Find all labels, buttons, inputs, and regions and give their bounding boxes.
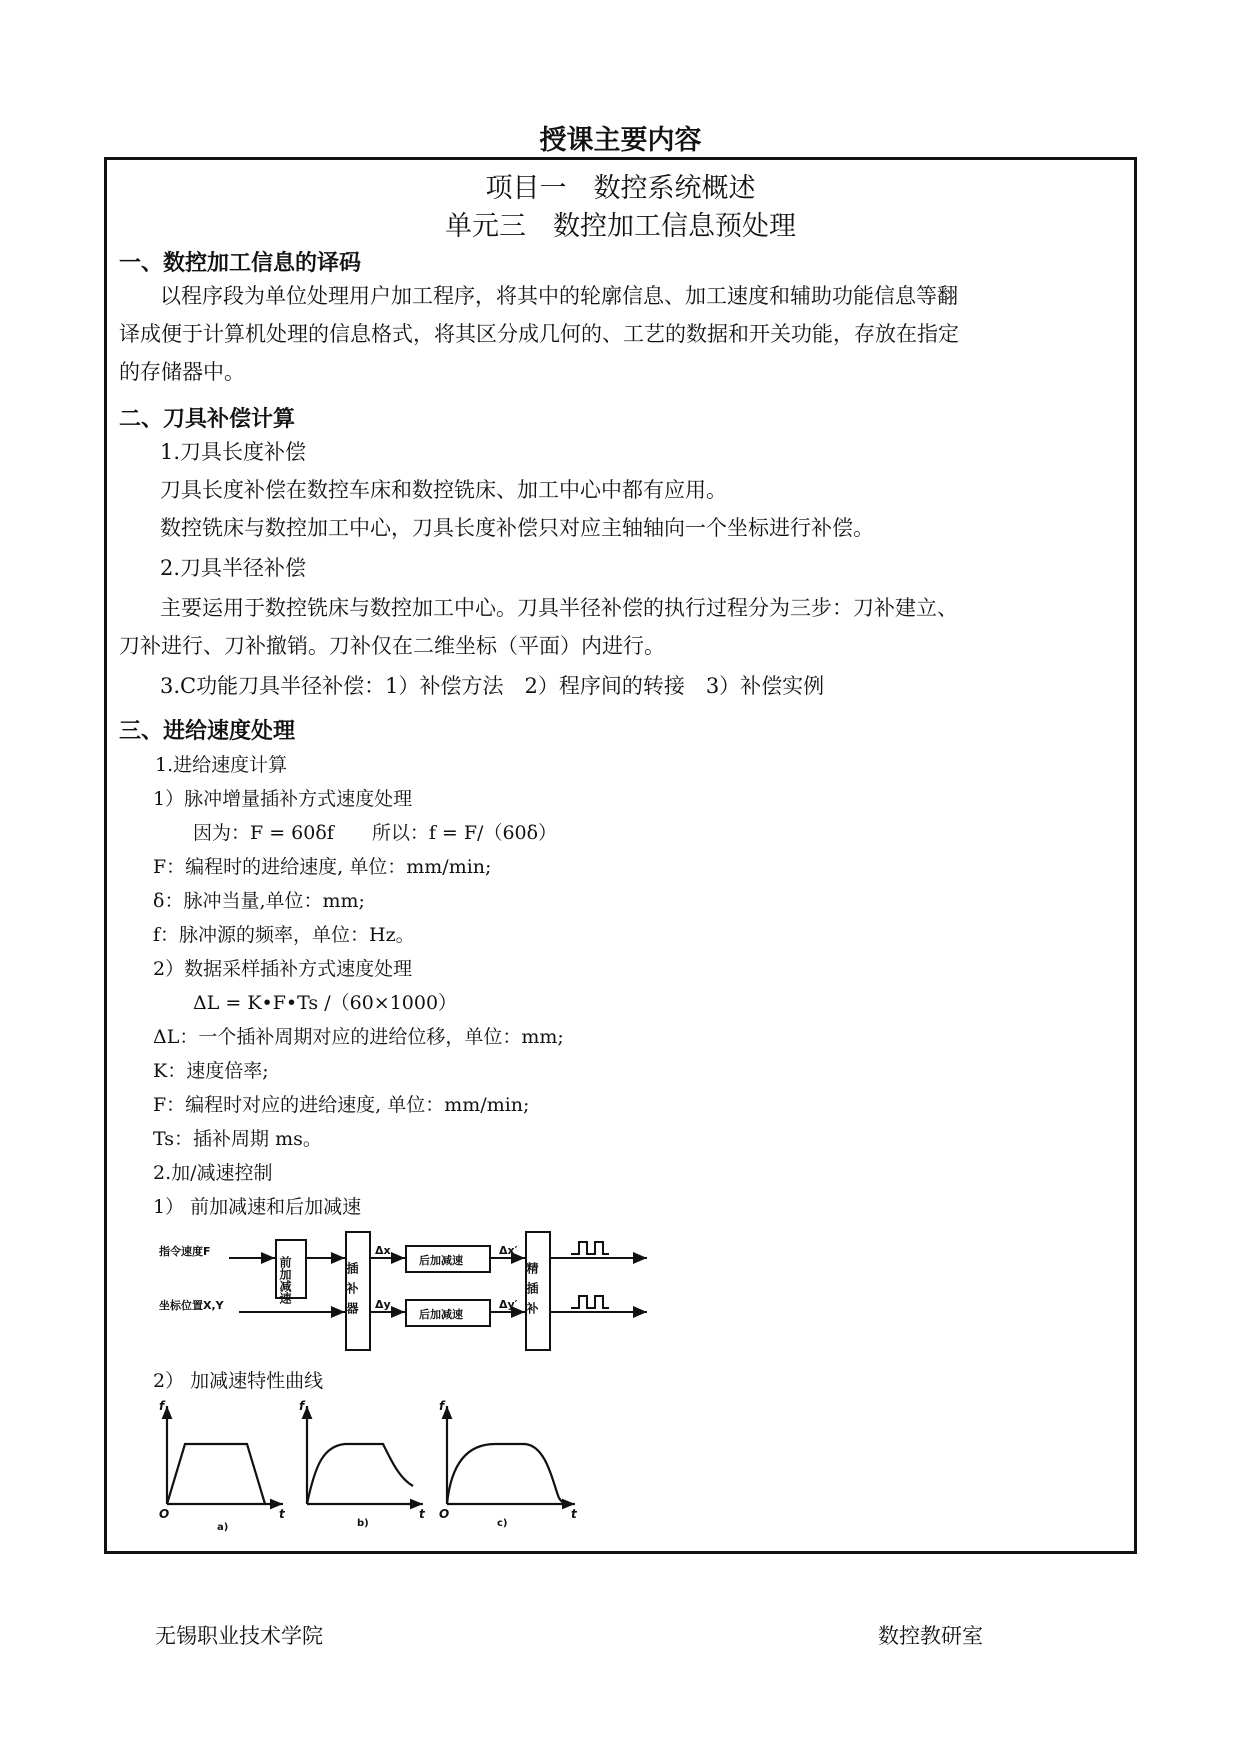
pre-accel-block: 前加减速	[278, 1256, 292, 1304]
section1-heading: 一、数控加工信息的译码	[119, 251, 362, 276]
text-line: ΔL：一个插补周期对应的进给位移，单位：mm;	[153, 1026, 564, 1048]
footer-department: 数控教研室	[878, 1624, 983, 1648]
text-line: 1） 前加减速和后加减速	[153, 1196, 362, 1218]
curve-a-label: a)	[217, 1522, 229, 1533]
section1-line: 以程序段为单位处理用户加工程序，将其中的轮廓信息、加工速度和辅助功能信息等翻	[160, 284, 958, 308]
dx2-label: Δx′	[499, 1244, 518, 1257]
section1-line: 译成便于计算机处理的信息格式，将其区分成几何的、工艺的数据和开关功能，存放在指定	[119, 322, 959, 346]
input-speed-label: 指令速度F	[159, 1245, 211, 1258]
content-frame	[104, 157, 1137, 1554]
fine-interp-block: 精插补	[525, 1262, 539, 1322]
text-line: δ：脉冲当量,单位：mm;	[153, 890, 365, 912]
dy2-label: Δy′	[499, 1298, 518, 1311]
section1-line: 的存储器中。	[119, 360, 245, 384]
unit-title: 单元三 数控加工信息预处理	[445, 211, 796, 242]
project-title: 项目一 数控系统概述	[485, 173, 756, 204]
formula-line: 因为：F = 60δf 所以：f = F/（60δ）	[193, 822, 558, 844]
post-accel-block-1: 后加减速	[419, 1254, 463, 1267]
post-accel-block-2: 后加减速	[419, 1308, 463, 1321]
curve-b-y-label: f	[299, 1400, 305, 1413]
text-line: 2）数据采样插补方式速度处理	[153, 958, 413, 980]
curve-a-origin: O	[159, 1507, 170, 1521]
curve-c-y-label: f	[439, 1400, 445, 1413]
interpolator-block: 插补器	[345, 1262, 359, 1322]
curve-c-origin: O	[439, 1507, 450, 1521]
input-position-label: 坐标位置X,Y	[159, 1299, 224, 1312]
curve-a-y-label: f	[159, 1400, 165, 1413]
text-line: 2） 加减速特性曲线	[153, 1370, 324, 1392]
curve-b-x-label: t	[419, 1507, 425, 1521]
dy-label: Δy	[375, 1298, 391, 1311]
curve-b-label: b)	[357, 1518, 369, 1529]
accel-decel-curves	[155, 1400, 615, 1540]
dx-label: Δx	[375, 1244, 391, 1257]
footer-institution: 无锡职业技术学院	[155, 1624, 323, 1648]
curve-c-x-label: t	[571, 1507, 577, 1521]
curve-a-x-label: t	[279, 1507, 285, 1521]
paragraph-line: 刀补进行、刀补撤销。刀补仅在二维坐标（平面）内进行。	[119, 634, 665, 658]
paragraph-line: 主要运用于数控铣床与数控加工中心。刀具半径补偿的执行过程分为三步：刀补建立、	[160, 596, 958, 620]
text-line: K：速度倍率;	[153, 1060, 269, 1082]
text-line: 2.加/减速控制	[153, 1162, 273, 1184]
sub-heading: 2.刀具半径补偿	[160, 556, 307, 580]
text-line: f：脉冲源的频率，单位：Hz。	[153, 924, 415, 946]
section3-heading: 三、进给速度处理	[119, 719, 296, 744]
formula-line: ΔL = K•F•Ts /（60×1000）	[193, 992, 458, 1014]
paragraph-line: 数控铣床与数控加工中心，刀具长度补偿只对应主轴轴向一个坐标进行补偿。	[160, 516, 874, 540]
text-line: F：编程时对应的进给速度, 单位：mm/min;	[153, 1094, 530, 1116]
text-line: 1）脉冲增量插补方式速度处理	[153, 788, 413, 810]
sub-heading: 1.刀具长度补偿	[160, 440, 307, 464]
sub-heading: 3.C功能刀具半径补偿：1）补偿方法 2）程序间的转接 3）补偿实例	[160, 674, 825, 698]
accel-decel-block-diagram	[159, 1228, 739, 1358]
curve-c-label: c)	[497, 1518, 508, 1529]
section2-heading: 二、刀具补偿计算	[119, 407, 296, 432]
text-line: F：编程时的进给速度, 单位：mm/min;	[153, 856, 492, 878]
page-title: 授课主要内容	[539, 125, 702, 156]
text-line: 1.进给速度计算	[155, 754, 288, 776]
text-line: Ts：插补周期 ms。	[153, 1128, 322, 1150]
paragraph-line: 刀具长度补偿在数控车床和数控铣床、加工中心中都有应用。	[160, 478, 727, 502]
